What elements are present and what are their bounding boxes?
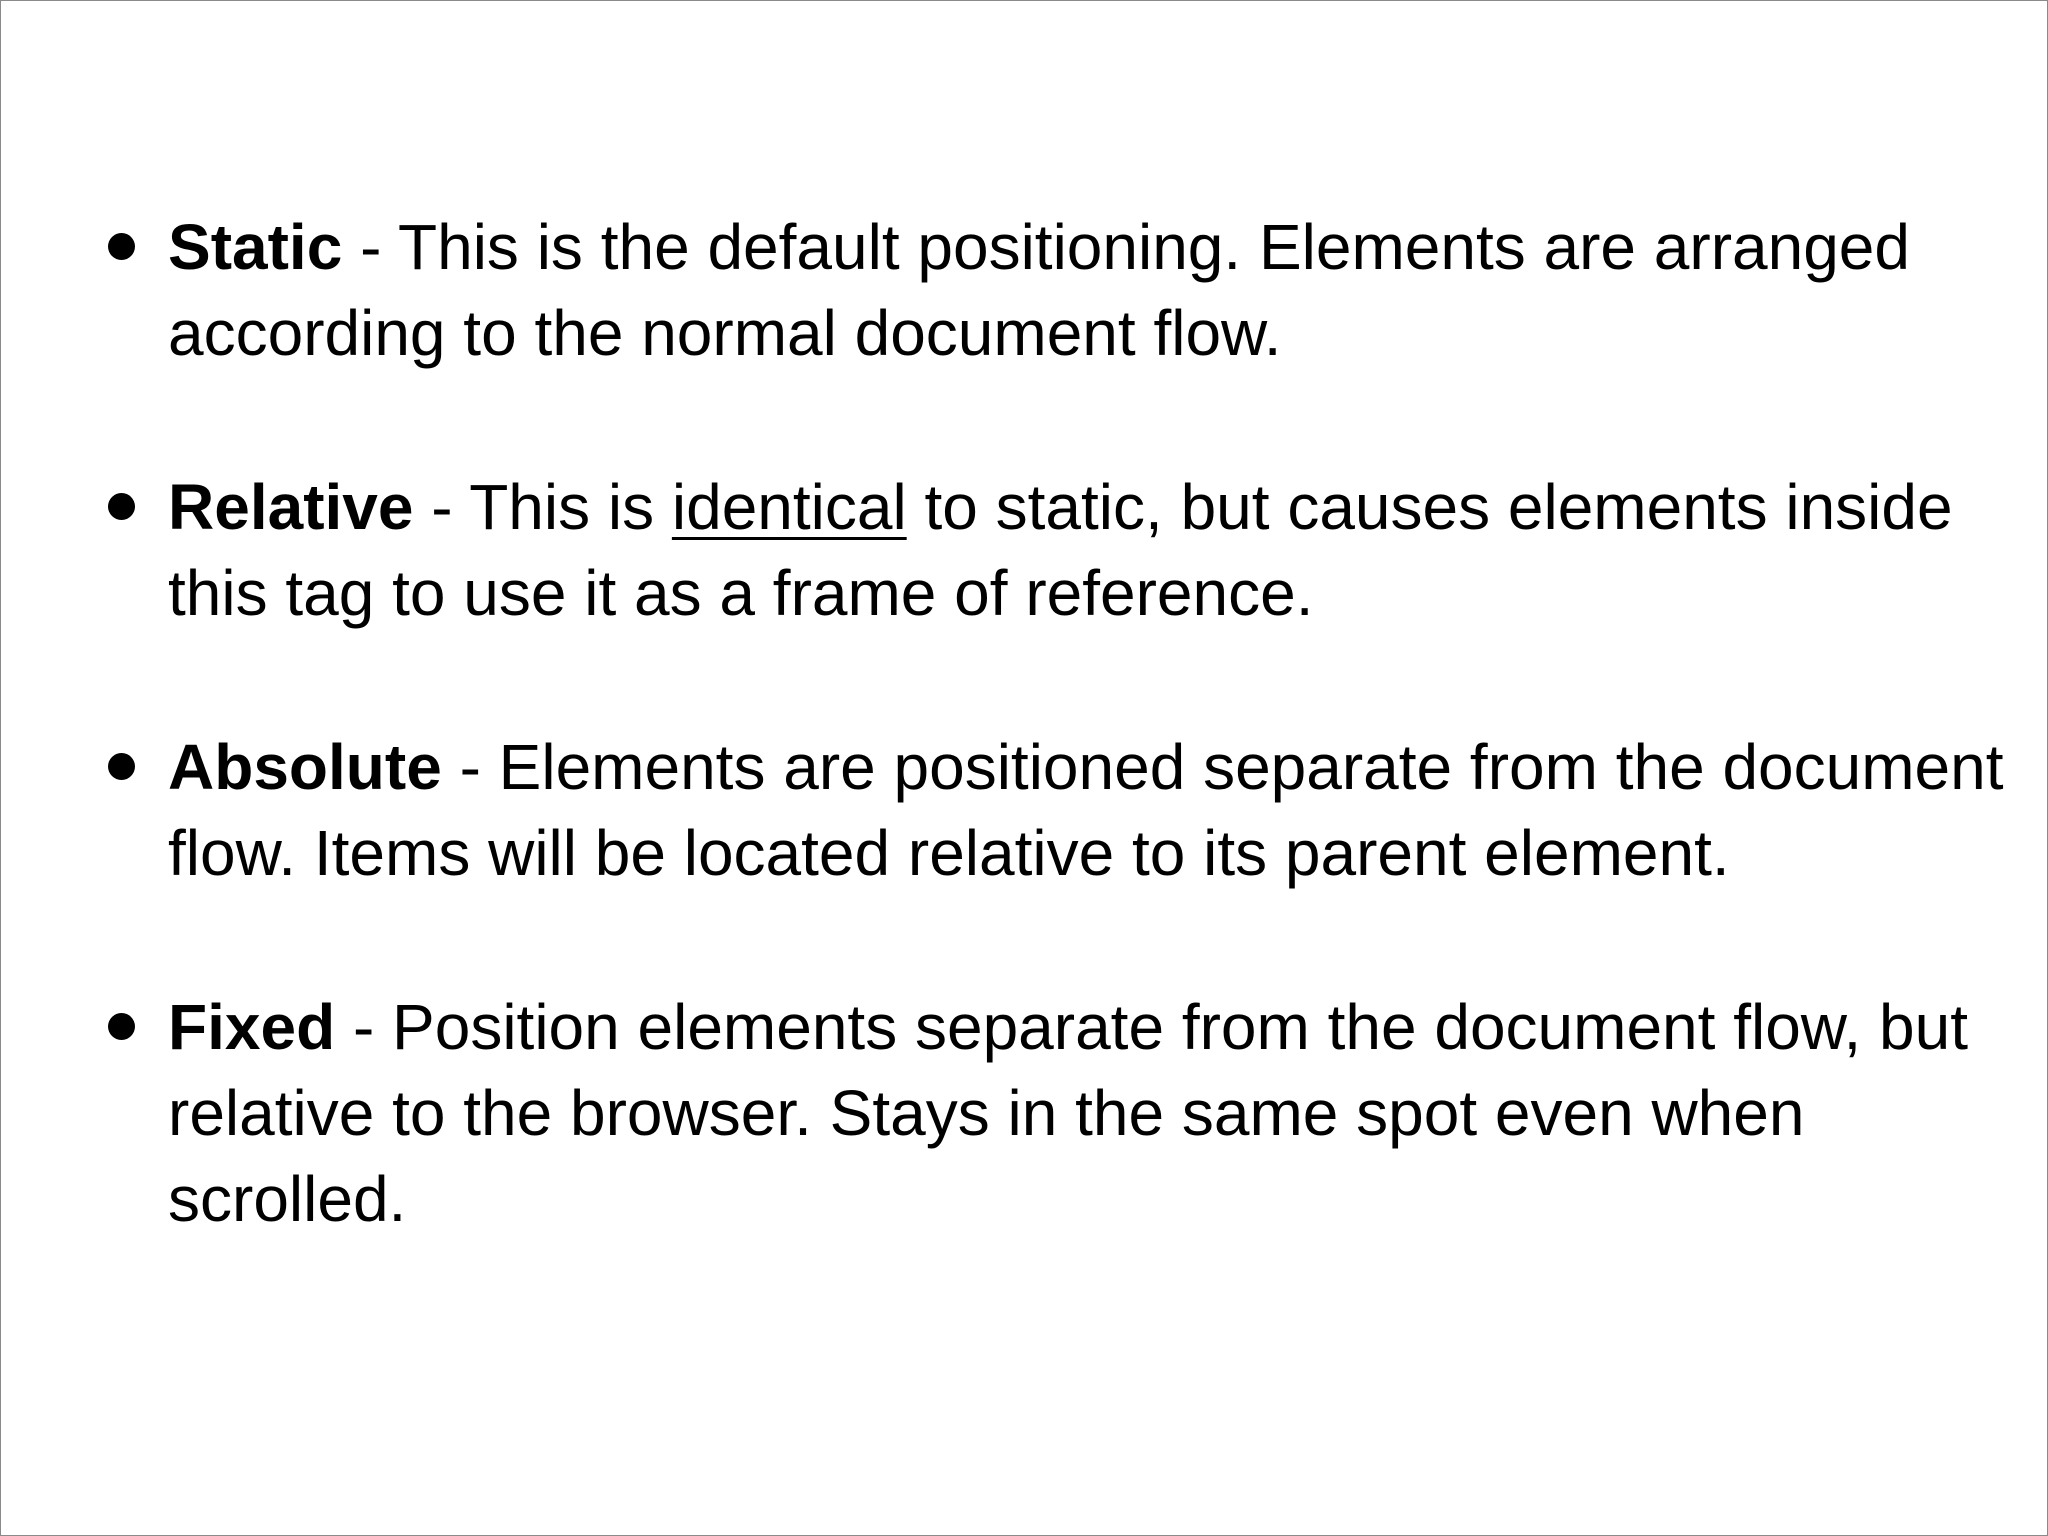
bullet-description: This is the default positioning. Elements are arranged according to the normal document flow.	[168, 211, 1910, 369]
bullet-description-start: This is	[469, 471, 672, 543]
bullet-item-absolute	[105, 724, 2005, 896]
bullet-item-fixed	[105, 984, 2005, 1242]
bullet-separator: -	[413, 471, 470, 543]
bullet-term: Relative	[168, 471, 414, 543]
bullet-term: Fixed	[168, 991, 336, 1063]
bullet-description: Elements are positioned separate from the document flow. Items will be located relative to its parent element.	[168, 731, 2004, 889]
bullet-item-relative	[105, 464, 2005, 636]
bullet-icon	[108, 493, 135, 520]
bullet-term: Static	[168, 211, 343, 283]
bullet-description-end: to static, but causes elements inside this tag to use it as a frame of reference.	[168, 471, 1953, 629]
bullet-description: Position elements separate from the document flow, but relative to the browser. Stays in the same spot even when scrolled.	[168, 991, 1968, 1235]
bullet-term: Absolute	[168, 731, 442, 803]
bullet-item-static	[105, 204, 2005, 376]
bullet-separator: -	[342, 211, 398, 283]
bullet-icon	[108, 753, 135, 780]
bullet-list	[105, 204, 2005, 1330]
underlined-word: identical	[671, 471, 907, 543]
bullet-separator: -	[335, 991, 393, 1063]
bullet-icon	[108, 1013, 135, 1040]
bullet-icon	[108, 233, 135, 260]
bullet-separator: -	[441, 731, 499, 803]
